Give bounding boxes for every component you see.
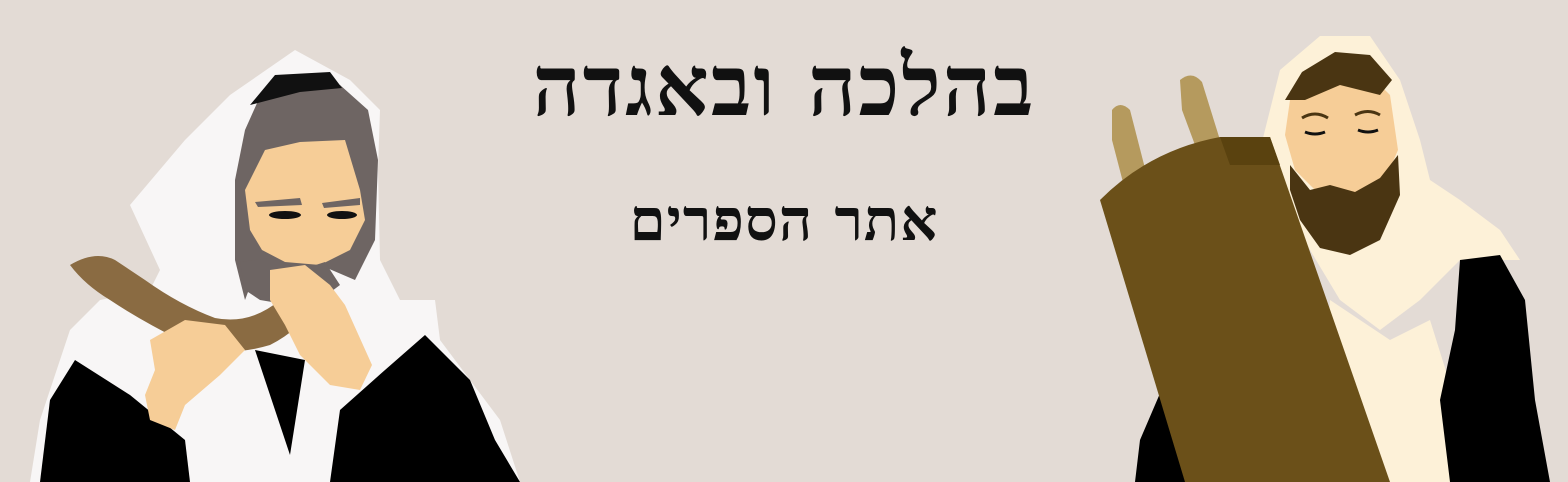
man-holding-torah-scroll-icon	[1080, 0, 1568, 482]
site-subtitle: אתר הספרים	[629, 186, 939, 254]
eye-left	[269, 211, 301, 219]
eye-right	[327, 211, 357, 219]
coat-right	[1440, 255, 1550, 482]
scroll-top-shade	[1220, 137, 1280, 165]
scroll-handle-right	[1180, 75, 1220, 145]
site-title: בהלכה ובאגדה	[532, 36, 1036, 135]
